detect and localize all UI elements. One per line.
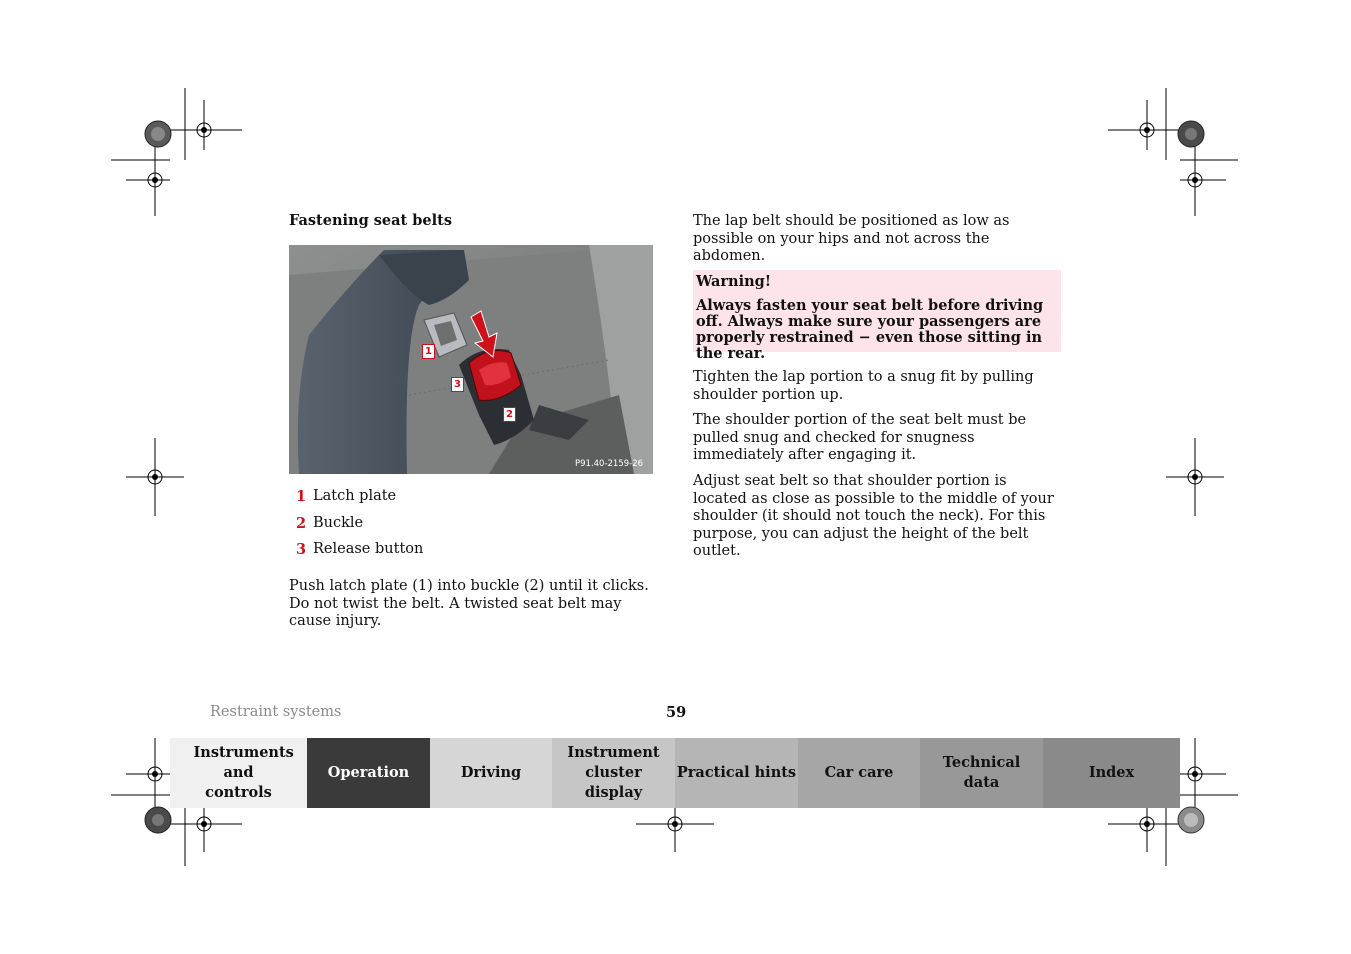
tab-label: Car care [824,764,894,781]
adjust-paragraph: Adjust seat belt so that shoulder portion is located as close as possible to the middle of your shoulder (it should not touch the neck). For this purpose, you can adjust the height of the belt outlet. [693,473,1054,559]
lap-belt-paragraph: The lap belt should be positioned as low as possible on your hips and not across the abdomen. [693,213,1010,264]
tab-car-care[interactable] [798,738,920,808]
tighten-paragraph: Tighten the lap portion to a snug fit by pulling shoulder portion up. [693,369,1034,403]
footer-section-name: Restraint systems [210,704,342,720]
tab-driving[interactable] [430,738,552,808]
legend-label: Release button [313,541,424,557]
figure-legend [289,488,649,568]
shoulder-paragraph: The shoulder portion of the seat belt must be pulled snug and checked for snugness immediately after engaging it. [693,412,1027,463]
figure-code: P91.40-2159-26 [575,459,644,469]
tab-label: Technical data [942,754,1021,791]
legend-number: 3 [295,541,307,558]
instruction-paragraph: Push latch plate (1) into buckle (2) until it clicks. Do not twist the belt. A twisted seat belt may cause injury. [289,578,649,629]
tab-index[interactable] [1043,738,1180,808]
tab-label: Instruments and controls [193,744,294,801]
tab-practical-hints[interactable] [675,738,798,808]
callout-2: 2 [503,407,516,422]
seat-belt-illustration [289,245,653,474]
tab-instruments-and-controls[interactable] [170,738,307,808]
tab-instrument-cluster-display[interactable] [552,738,675,808]
tab-label: Driving [460,764,522,781]
legend-item [289,515,649,542]
tab-operation[interactable] [307,738,430,808]
warning-text: Always fasten your seat belt before driving off. Always make sure your passengers are properly restrained − even those sitting in the rear. [696,297,1044,362]
tab-label: Operation [327,764,410,781]
page-number: 59 [666,704,687,721]
tab-label: Practical hints [676,764,797,781]
legend-label: Latch plate [313,488,397,504]
tab-label: Instrument cluster display [567,744,660,801]
warning-title: Warning! [696,273,772,290]
legend-item [289,488,649,515]
legend-number: 2 [295,514,307,532]
tab-technical-data[interactable] [920,738,1043,808]
callout-1: 1 [422,344,435,359]
tab-label: Index [1088,764,1135,781]
legend-item [289,541,649,568]
callout-3: 3 [451,377,464,392]
legend-label: Buckle [313,514,364,531]
chapter-tabs [170,738,1180,808]
legend-number: 1 [295,488,307,505]
warning-box [693,270,1061,362]
section-title: Fastening seat belts [289,212,453,229]
seat-belt-drawing [289,245,653,474]
